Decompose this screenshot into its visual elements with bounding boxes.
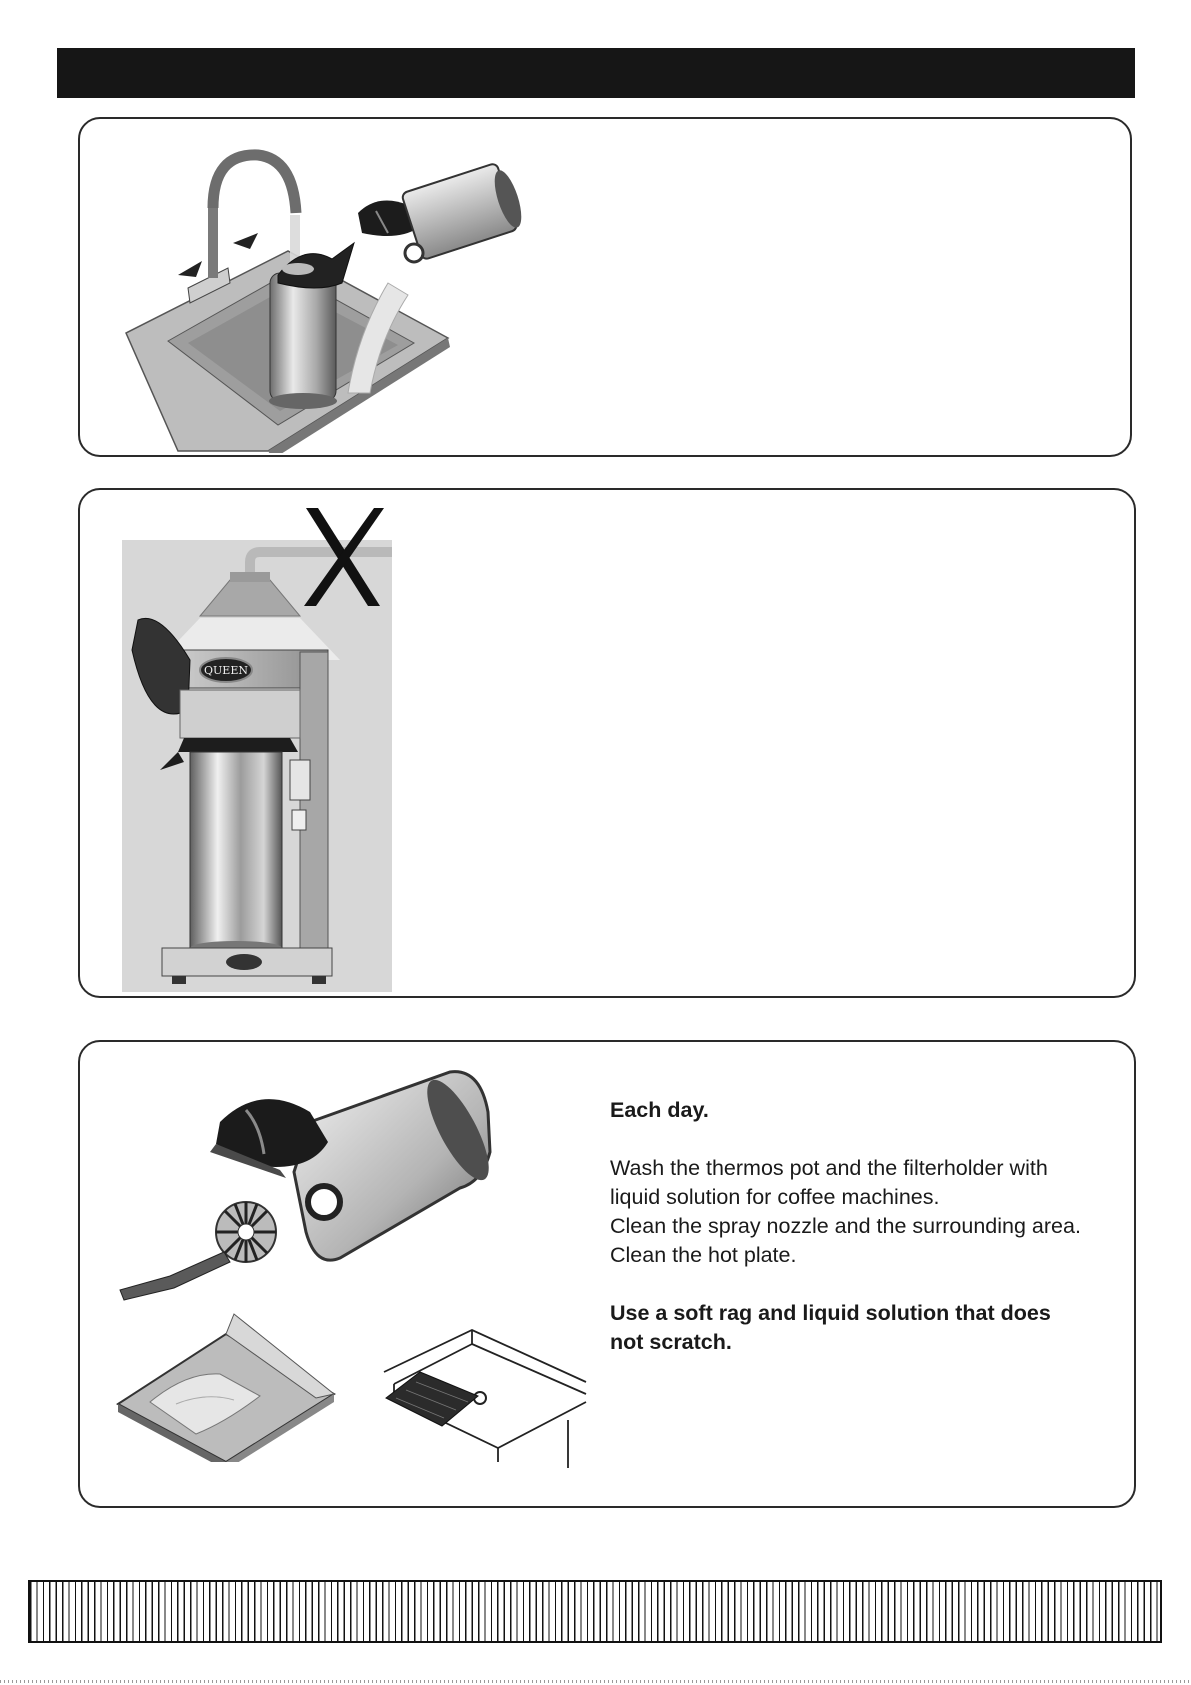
- x-mark-icon: [296, 504, 388, 610]
- instruction-line: Clean the hot plate.: [610, 1243, 797, 1267]
- footer-stripe-bar: [28, 1580, 1162, 1643]
- instructions-heading: Each day.: [610, 1098, 709, 1122]
- coffee-machine-illustration: [120, 500, 440, 996]
- cleaning-instructions: [610, 1096, 1120, 1357]
- page-dotted-edge: [0, 1680, 1191, 1683]
- header-bar: [57, 48, 1135, 98]
- rag-illustration: [116, 1312, 346, 1462]
- instruction-line: liquid solution for coffee machines.: [610, 1185, 940, 1209]
- instruction-line: Wash the thermos pot and the filterholder with: [610, 1156, 1048, 1180]
- warning-line: not scratch.: [610, 1330, 732, 1354]
- hot-plate-cleaning-illustration: [380, 1322, 590, 1472]
- panel-daily-cleaning: [78, 1040, 1136, 1508]
- sink-washing-illustration: [118, 133, 588, 453]
- pot-and-brush-illustration: [110, 1062, 500, 1332]
- panel-no-water-spray: [78, 488, 1136, 998]
- warning-line: Use a soft rag and liquid solution that does: [610, 1301, 1051, 1325]
- panel-sink-washing: [78, 117, 1132, 457]
- machine-brand-label: QUEEN: [204, 664, 248, 677]
- instruction-line: Clean the spray nozzle and the surrounding area.: [610, 1214, 1081, 1238]
